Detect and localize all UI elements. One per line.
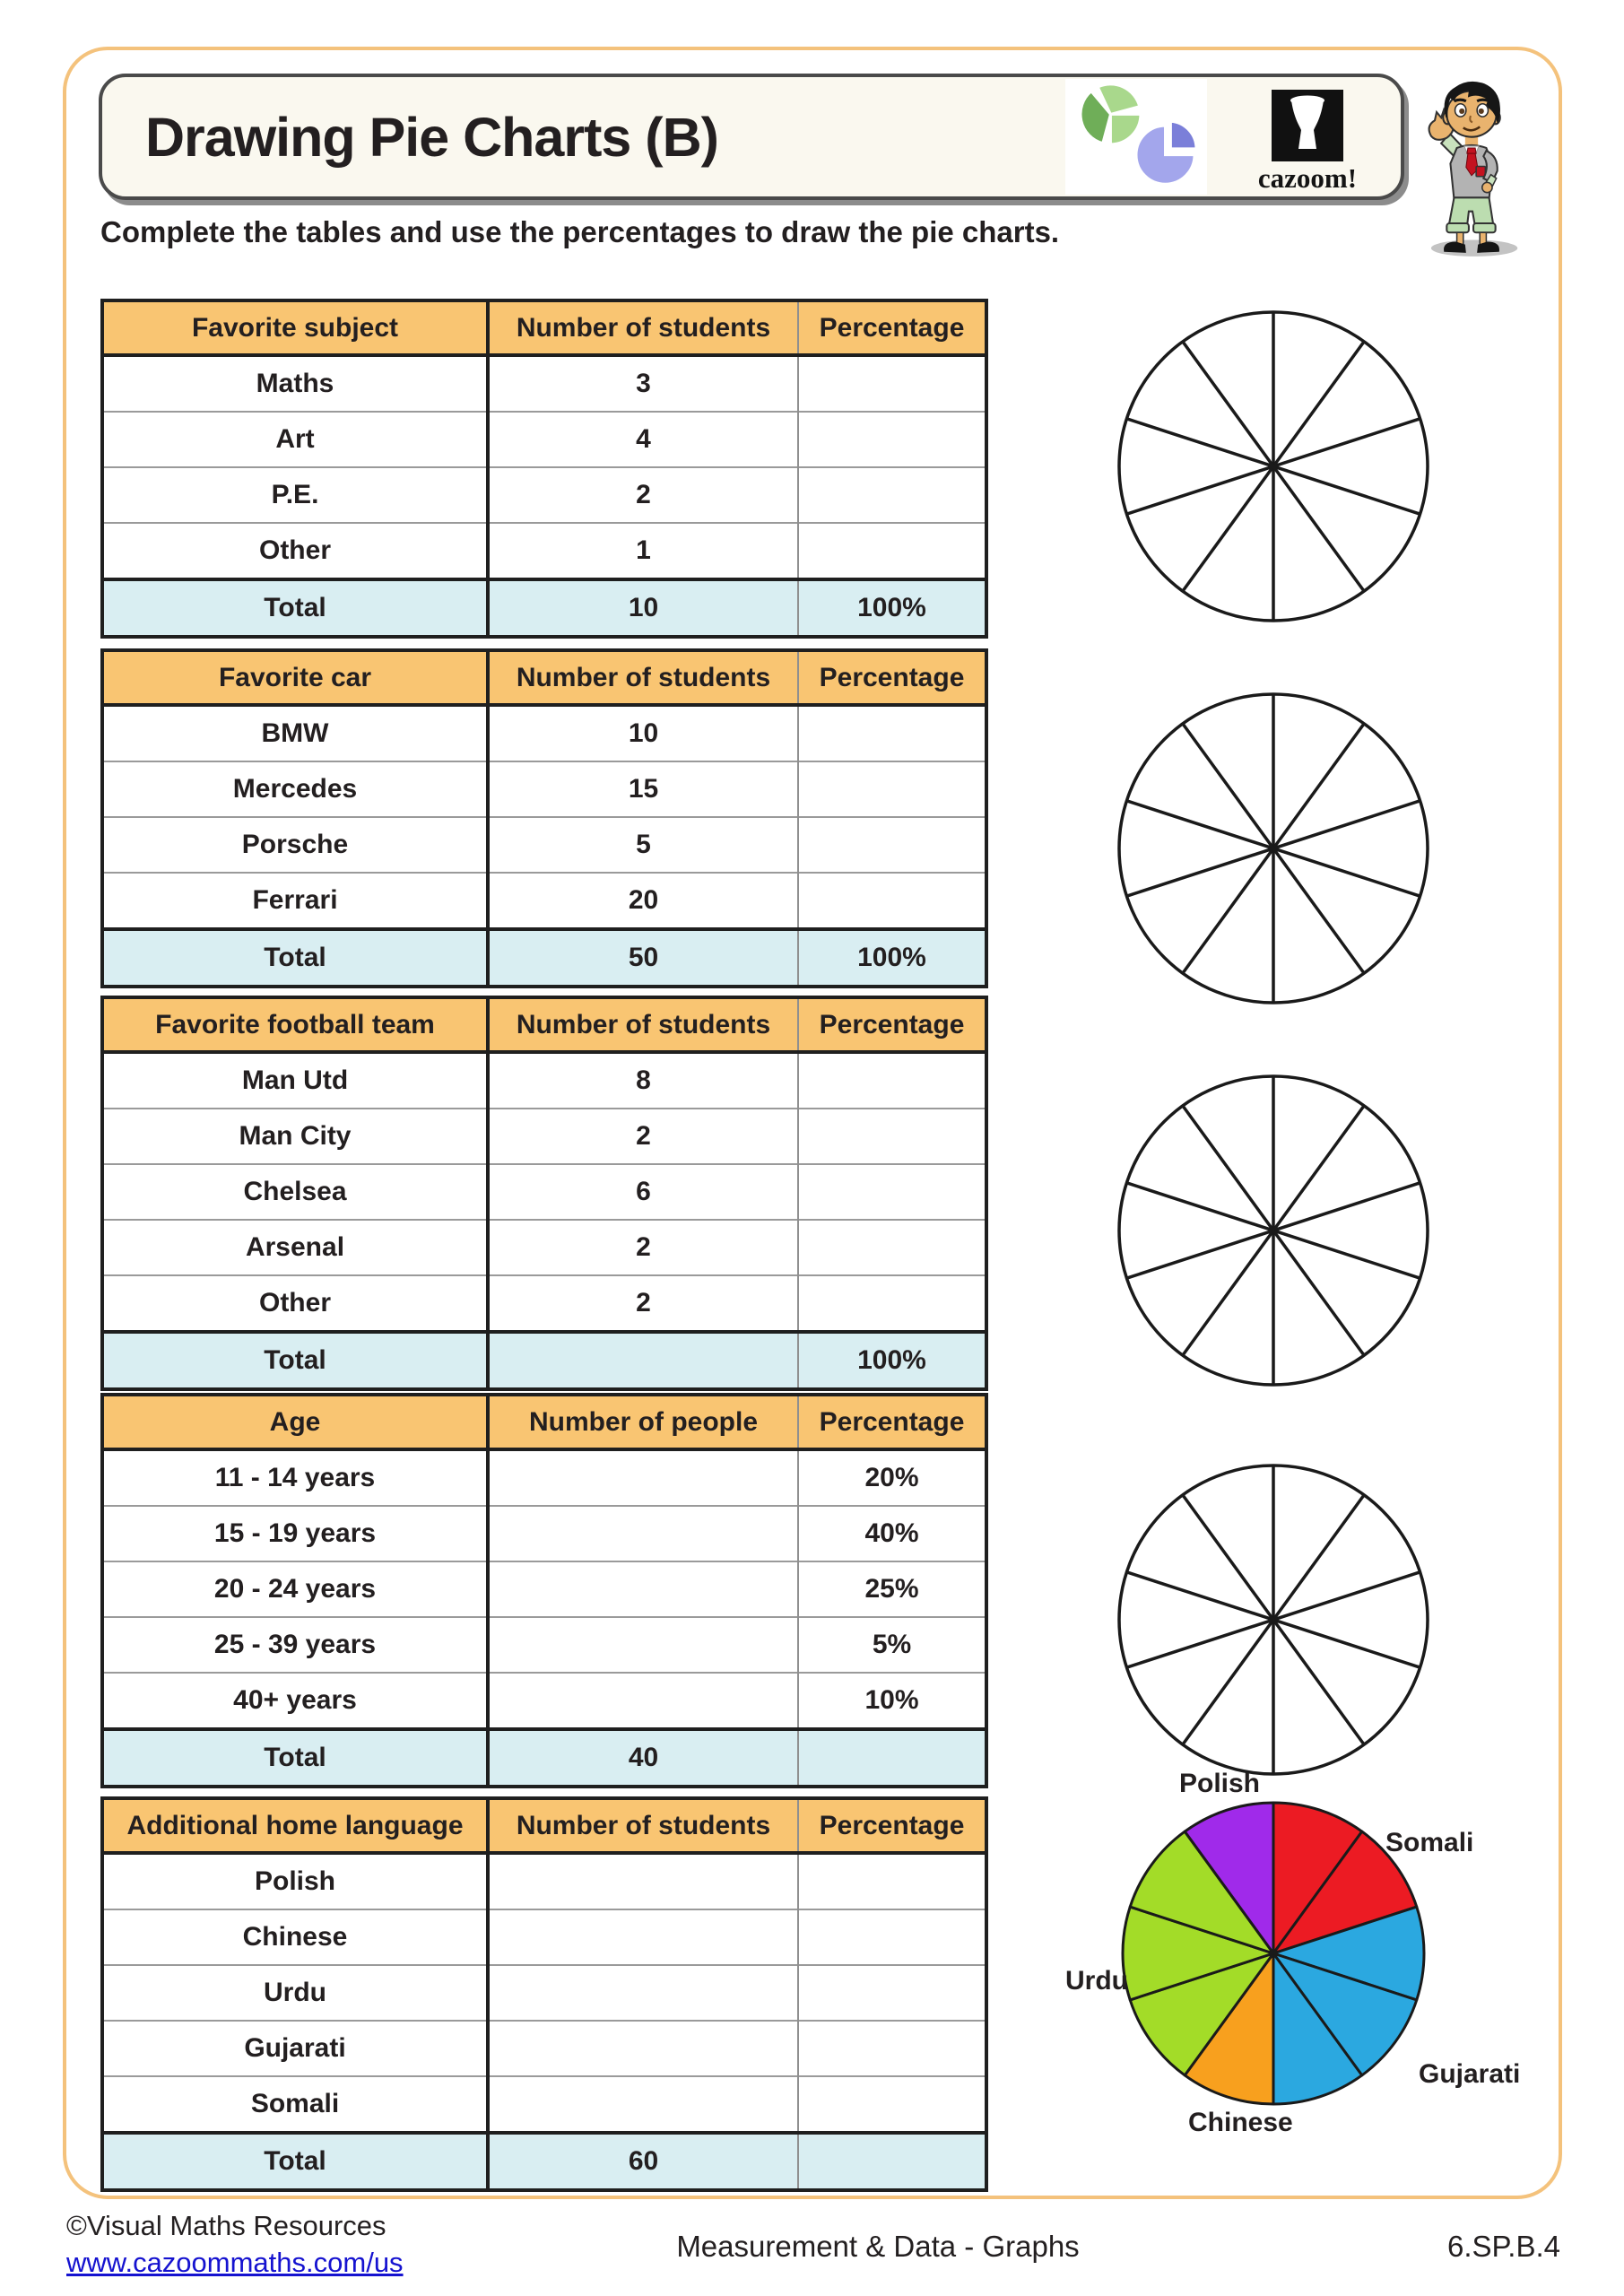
data-cell: 1 — [488, 523, 798, 579]
data-cell: BMW — [102, 705, 488, 761]
blank-answer-cell — [798, 873, 986, 929]
total-cell: Total — [102, 2133, 488, 2190]
total-cell: Total — [102, 929, 488, 987]
blank-answer-cell — [798, 523, 986, 579]
total-cell: 100% — [798, 579, 986, 637]
total-cell: 10 — [488, 579, 798, 637]
column-header-cell: Number of students — [488, 650, 798, 705]
blank-pie-chart-2 — [1112, 687, 1435, 1010]
cazoom-logo-text: cazoom! — [1257, 162, 1358, 194]
total-cell: 40 — [488, 1729, 798, 1787]
data-cell: 6 — [488, 1164, 798, 1220]
data-cell: Arsenal — [102, 1220, 488, 1275]
blank-answer-cell — [798, 1052, 986, 1109]
blank-answer-cell — [488, 2076, 798, 2133]
pie-logo-panel — [1065, 79, 1207, 195]
data-cell: Gujarati — [102, 2021, 488, 2076]
blank-answer-cell — [798, 1109, 986, 1164]
blank-answer-cell — [488, 1561, 798, 1617]
data-cell: Other — [102, 523, 488, 579]
column-header-cell: Favorite football team — [102, 997, 488, 1052]
total-cell: Total — [102, 1729, 488, 1787]
pie-label-urdu: Urdu — [1065, 1966, 1128, 1996]
green-pie-icon — [1081, 84, 1141, 144]
favorite-football-team-table — [100, 996, 985, 1391]
column-header-cell: Age — [102, 1395, 488, 1449]
blank-answer-cell — [798, 817, 986, 873]
total-cell: 50 — [488, 929, 798, 987]
blank-answer-cell — [798, 705, 986, 761]
column-header-cell: Percentage — [798, 1798, 986, 1853]
page-title: Drawing Pie Charts (B) — [145, 106, 718, 168]
purple-pie-icon — [1136, 121, 1196, 184]
blank-answer-cell — [488, 1617, 798, 1673]
blank-answer-cell — [798, 467, 986, 523]
pie-label-polish: Polish — [1178, 1769, 1260, 1798]
blank-pie-chart-1 — [1112, 305, 1435, 628]
blank-answer-cell — [488, 1506, 798, 1561]
data-cell: Other — [102, 1275, 488, 1332]
data-cell: 40+ years — [102, 1673, 488, 1729]
blank-answer-cell — [488, 1449, 798, 1506]
data-cell: 4 — [488, 412, 798, 467]
column-header-cell: Percentage — [798, 997, 986, 1052]
data-cell: 3 — [488, 355, 798, 412]
data-cell: Mercedes — [102, 761, 488, 817]
data-cell: 2 — [488, 467, 798, 523]
blank-answer-cell — [798, 1275, 986, 1332]
data-cell: 5% — [798, 1617, 986, 1673]
copyright-text: ©Visual Maths Resources — [66, 2210, 386, 2241]
blank-answer-cell — [798, 1853, 986, 1909]
blank-answer-cell — [488, 1965, 798, 2021]
data-cell: 20 — [488, 873, 798, 929]
blank-answer-cell — [488, 1853, 798, 1909]
data-cell: 20 - 24 years — [102, 1561, 488, 1617]
favorite-subject-grid — [100, 299, 988, 639]
pie-label-somali: Somali — [1385, 1828, 1474, 1857]
data-cell: Maths — [102, 355, 488, 412]
data-cell: 2 — [488, 1109, 798, 1164]
data-cell: 10 — [488, 705, 798, 761]
column-header-cell: Number of people — [488, 1395, 798, 1449]
instruction-text: Complete the tables and use the percentages to draw the pie charts. — [100, 215, 1060, 248]
total-cell: 60 — [488, 2133, 798, 2190]
data-cell: 25 - 39 years — [102, 1617, 488, 1673]
data-cell: Porsche — [102, 817, 488, 873]
pie-label-gujarati: Gujarati — [1419, 2059, 1521, 2089]
blank-answer-cell — [798, 1164, 986, 1220]
data-cell: 8 — [488, 1052, 798, 1109]
blank-answer-cell — [798, 1965, 986, 2021]
data-cell: Polish — [102, 1853, 488, 1909]
data-cell: Chinese — [102, 1909, 488, 1965]
data-cell: Art — [102, 412, 488, 467]
blank-answer-cell — [488, 1673, 798, 1729]
cazoom-logo — [1227, 90, 1388, 195]
data-cell: Ferrari — [102, 873, 488, 929]
additional-home-language-grid — [100, 1796, 988, 2192]
column-header-cell: Percentage — [798, 300, 986, 355]
age-grid — [100, 1393, 988, 1788]
website-link[interactable]: www.cazoommaths.com/us — [66, 2246, 404, 2278]
cartoon-boy-mascot — [1422, 75, 1521, 259]
blank-answer-cell — [798, 1220, 986, 1275]
data-cell: 5 — [488, 817, 798, 873]
column-header-cell: Favorite subject — [102, 300, 488, 355]
total-cell: Total — [102, 579, 488, 637]
pie-label-chinese: Chinese — [1188, 2108, 1293, 2137]
blank-answer-cell — [798, 2076, 986, 2133]
total-cell: Total — [102, 1332, 488, 1389]
column-header-cell: Percentage — [798, 650, 986, 705]
home-language-table — [100, 1796, 985, 2192]
column-header-cell: Number of students — [488, 997, 798, 1052]
drum-icon — [1272, 90, 1343, 161]
column-header-cell: Favorite car — [102, 650, 488, 705]
favorite-subject-table — [100, 299, 985, 639]
blank-answer-cell — [798, 1909, 986, 1965]
data-cell: 25% — [798, 1561, 986, 1617]
data-cell: Chelsea — [102, 1164, 488, 1220]
blank-answer-cell — [798, 2021, 986, 2076]
blank-answer-cell — [798, 2133, 986, 2190]
data-cell: 2 — [488, 1275, 798, 1332]
data-cell: Somali — [102, 2076, 488, 2133]
data-cell: 2 — [488, 1220, 798, 1275]
data-cell: P.E. — [102, 467, 488, 523]
title-banner — [99, 74, 1404, 200]
data-cell: 20% — [798, 1449, 986, 1506]
blank-answer-cell — [798, 355, 986, 412]
pie-charts-logo-icon — [1065, 79, 1207, 195]
standard-code: 6.SP.B.4 — [1447, 2230, 1560, 2263]
data-cell: 10% — [798, 1673, 986, 1729]
blank-answer-cell — [798, 412, 986, 467]
column-header-cell: Additional home language — [102, 1798, 488, 1853]
data-cell: 15 - 19 years — [102, 1506, 488, 1561]
total-cell: 100% — [798, 929, 986, 987]
column-header-cell: Number of students — [488, 1798, 798, 1853]
blank-pie-chart-3 — [1112, 1069, 1435, 1392]
column-header-cell: Number of students — [488, 300, 798, 355]
blank-answer-cell — [488, 1332, 798, 1389]
total-cell: 100% — [798, 1332, 986, 1389]
data-cell: Urdu — [102, 1965, 488, 2021]
blank-answer-cell — [798, 1729, 986, 1787]
footer-left — [66, 2208, 404, 2282]
data-cell: Man City — [102, 1109, 488, 1164]
favorite-car-table — [100, 648, 985, 988]
blank-answer-cell — [488, 2021, 798, 2076]
blank-answer-cell — [798, 761, 986, 817]
favorite-car-grid — [100, 648, 988, 988]
favorite-football-team-grid — [100, 996, 988, 1391]
age-table — [100, 1393, 985, 1788]
data-cell: Man Utd — [102, 1052, 488, 1109]
blank-pie-chart-4 — [1112, 1458, 1435, 1781]
data-cell: 11 - 14 years — [102, 1449, 488, 1506]
footer-topic: Measurement & Data - Graphs — [676, 2230, 1080, 2263]
column-header-cell: Percentage — [798, 1395, 986, 1449]
data-cell: 15 — [488, 761, 798, 817]
data-cell: 40% — [798, 1506, 986, 1561]
blank-answer-cell — [488, 1909, 798, 1965]
